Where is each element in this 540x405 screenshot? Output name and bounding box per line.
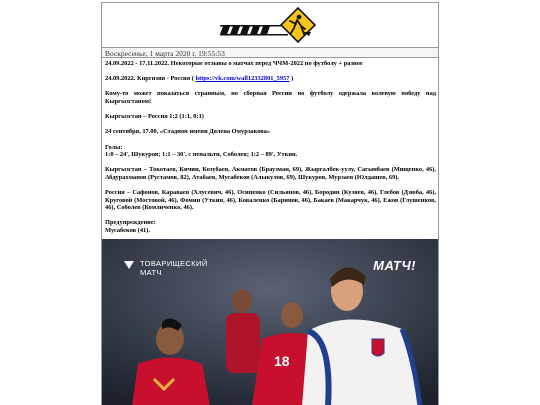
overlay-line1: ТОВАРИЩЕСКИЙ bbox=[140, 259, 208, 268]
site-header bbox=[102, 3, 438, 47]
lineup-kyrgyzstan: Кыргызстан – Токотаев, Кичин, Козубаев, Акматов (Браузман, 69), Жыргалбек-уулу, Сагынбаев (Мищенко, 46), Абдурахманов (Рустамов, 82), Атабаев, Мусабеков (Алыкулов, 69), Шукуров, Мурзаев (Юлдашев, 69). bbox=[105, 166, 436, 181]
warnings-label: Предупреждение: bbox=[105, 219, 156, 227]
construction-worker-sign-icon bbox=[220, 7, 320, 43]
lineup-russia: Россия – Сафонов, Караваев (Хлусевич, 46), Осипенко (Сильянов, 46), Бородин (Кузяев, 46), Глебов (Дзюба, 46), Круговой (Мостовой, 46), Фомин (Уткин, 46), Коваленко (Баринов, 46), Бакаев (Макарчук, 46), Ежов (Глушенков, 46), Соболев (Комличенко, 46). bbox=[105, 189, 436, 212]
channel-brand-logo: МАТЧ! bbox=[373, 258, 416, 273]
match-line-suffix: ) bbox=[291, 75, 294, 83]
match-line-prefix: 24.09.2022. Киргизия - Россия ( bbox=[105, 75, 194, 83]
goals-label: Голы: bbox=[105, 143, 123, 151]
goals-list: 1:0 – 24', Шукуров; 1:1 – 30', с пенальти, Соболев; 1:2 – 89', Уткин. bbox=[105, 151, 298, 159]
intro-text: Кому-то может показаться странным, но сборная России по футболу одержала волевую победу над Кыргызстаном! bbox=[105, 90, 436, 105]
jersey-number: 18 bbox=[274, 353, 290, 369]
warnings-list: Мусабеков (41). bbox=[105, 227, 150, 235]
score-line: Кыргызстан – Россия 1:2 (1:1, 0:1) bbox=[105, 113, 204, 121]
vk-link[interactable]: https://vk.com/wall12332801_5957 bbox=[195, 75, 290, 83]
article-title: 24.09.2022 - 17.11.2022. Некоторые отзывы о матчах перед ЧЧМ-2022 по футболу + разное bbox=[105, 60, 363, 67]
match-photo bbox=[102, 239, 438, 405]
warnings-block bbox=[105, 219, 436, 234]
page-frame bbox=[101, 2, 439, 405]
date-bar: Воскресенье, 1 марта 2020 г. 19:55:53 bbox=[102, 47, 438, 58]
goals-block bbox=[105, 144, 436, 159]
overlay-line2: МАТЧ bbox=[140, 268, 162, 277]
article-body bbox=[105, 60, 436, 242]
match-line bbox=[105, 75, 436, 83]
venue-line: 24 сентября, 17.00, «Стадион имени Долена Омурзакова» bbox=[105, 128, 271, 136]
